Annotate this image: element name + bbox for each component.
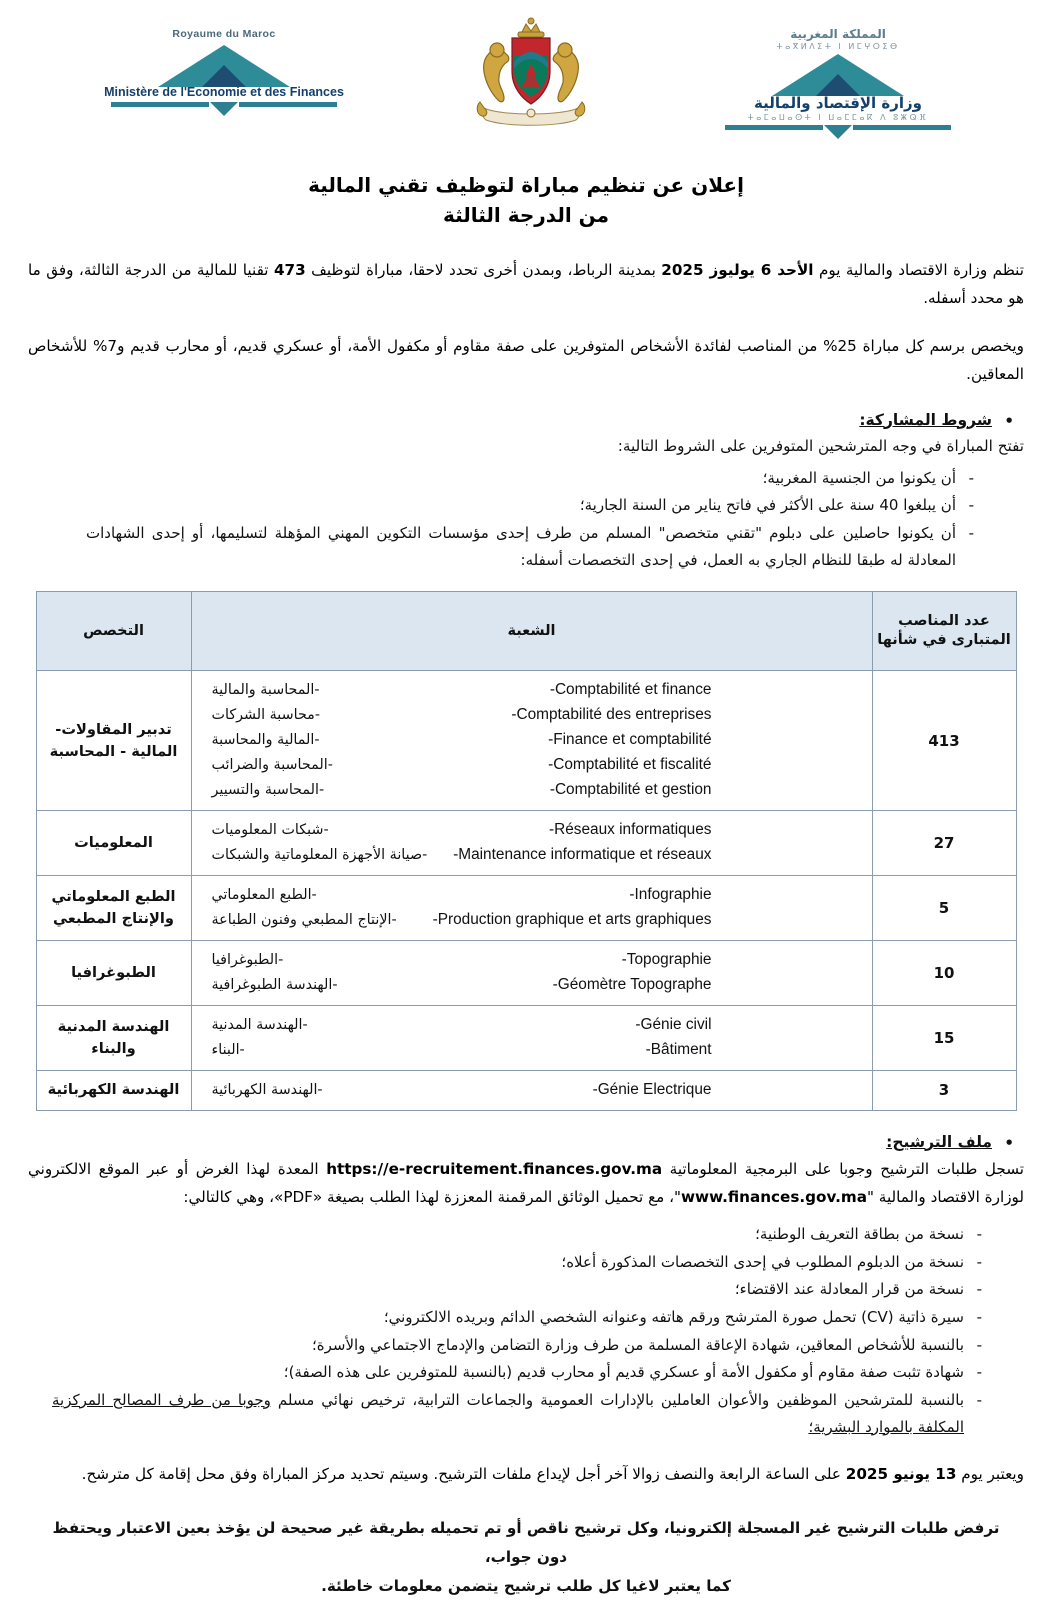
branch-label-french: -Finance et comptabilité [548, 731, 712, 749]
branch-line [202, 883, 862, 908]
branch-line [202, 1038, 862, 1063]
branch-label-arabic: -الطبوغرافيا [211, 951, 284, 968]
logo-divider-rule [725, 125, 951, 134]
list-item: - نسخة من قرار المعادلة عند الاقتضاء؛ [52, 1276, 986, 1303]
branch-line [202, 818, 862, 843]
cell-specialty: تدبير المقاولات- المالية - المحاسبة [36, 671, 191, 811]
cell-specialty: الهندسة المدنية والبناء [36, 1005, 191, 1070]
branch-label-french: -Production graphique et arts graphiques [432, 910, 712, 928]
table-header-row [36, 592, 1016, 671]
moroccan-coat-of-arms-icon [456, 14, 606, 132]
table-row [36, 1070, 1016, 1110]
deadline-after: على الساعة الرابعة والنصف زوالا آخر أجل لإيداع ملفات الترشيح. وسيتم تحديد مركز المباراة وفق محل إقامة كل مترشح. [81, 1465, 846, 1484]
list-item: - نسخة من بطاقة التعريف الوطنية؛ [52, 1221, 986, 1248]
branch-line [202, 728, 862, 753]
column-header-branch: الشعبة [191, 592, 872, 671]
branch-label-french: -Comptabilité et gestion [549, 781, 712, 799]
column-header-specialty: التخصص [36, 592, 191, 671]
positions-total: 473 [273, 261, 306, 279]
branch-line [202, 948, 862, 973]
application-text-b: المعدة لهذا الغرض أو عبر الموقع الالكتروني لوزارة الاقتصاد والمالية " [28, 1159, 1024, 1206]
kingdom-label-french: Royaume du Maroc [172, 28, 276, 40]
branch-label-french: -Comptabilité et fiscalité [548, 756, 712, 774]
branch-label-french: -Génie civil [635, 1015, 712, 1033]
deadline-paragraph [28, 1460, 1024, 1488]
branch-label-arabic: -المحاسبة والتسيير [211, 782, 325, 799]
list-item: - شهادة تثبت صفة مقاوم أو مكفول الأمة أو عسكري قديم أو محارب قديم (بالنسبة للمتوفرين على هذه الصفة)؛ [52, 1359, 986, 1386]
cell-branches [191, 1005, 872, 1070]
cell-specialty: الطبع المعلوماتي والإنتاج المطبعي [36, 875, 191, 940]
chevron-emblem-icon [772, 52, 904, 96]
branch-label-arabic: -الهندسة الكهربائية [211, 1081, 323, 1098]
intro-p1-after: تقنيا للمالية من الدرجة الثالثة، وفق ما هو محدد أسفله. [28, 261, 1024, 308]
cell-branches [191, 671, 872, 811]
document-header [26, 14, 1026, 136]
cell-positions-count: 10 [872, 940, 1016, 1005]
cell-positions-count: 3 [872, 1070, 1016, 1110]
branch-line [202, 908, 862, 933]
ministry-label-tifinagh: ⵜⴰⵎⴰⵡⴰⵙⵜ ⵏ ⵡⴰⵎⵎⴰⴽ ⴷ ⵓⵥⵕⴼ [747, 113, 929, 123]
cell-branches [191, 940, 872, 1005]
recruitment-portal-url[interactable]: https://e-recruitement.finances.gov.ma [326, 1159, 663, 1178]
cell-specialty: الهندسة الكهربائية [36, 1070, 191, 1110]
table-row [36, 1005, 1016, 1070]
cell-branches [191, 875, 872, 940]
branch-line [202, 778, 862, 803]
branch-label-arabic: -الطبع المعلوماتي [211, 886, 317, 903]
authorization-underlined-text: وجوبا من طرف المصالح المركزية المكلفة بالموارد البشرية؛ [52, 1390, 964, 1436]
branch-label-arabic: -الهندسة الطبوغرافية [211, 976, 338, 993]
branch-label-arabic: -المالية والمحاسبة [211, 732, 320, 749]
branch-label-arabic: -محاسبة الشركات [211, 707, 320, 724]
list-item: - نسخة من الدبلوم المطلوب في إحدى التخصصات المذكورة أعلاه؛ [52, 1249, 986, 1276]
table-row [36, 875, 1016, 940]
branch-line [202, 1013, 862, 1038]
cell-positions-count: 15 [872, 1005, 1016, 1070]
branch-label-arabic: -الإنتاج المطبعي وفنون الطباعة [211, 911, 397, 928]
conditions-lead: تفتح المباراة في وجه المترشحين المتوفرين على الشروط التالية: [617, 436, 1024, 455]
cell-positions-count: 413 [872, 671, 1016, 811]
branch-label-arabic: -الهندسة المدنية [211, 1016, 308, 1033]
branch-label-french: -Infographie [629, 885, 712, 903]
page-title-line2: من الدرجة الثالثة [442, 203, 610, 227]
cell-branches [191, 1070, 872, 1110]
section-heading-application [26, 1133, 1022, 1151]
chevron-emblem-icon [158, 43, 290, 87]
branch-label-french: -Topographie [621, 950, 712, 968]
table-row [36, 811, 1016, 876]
branch-line [202, 753, 862, 778]
intro-p1-before: تنظم وزارة الاقتصاد والمالية يوم [813, 261, 1024, 279]
list-item: - سيرة ذاتية (CV) تحمل صورة المترشح ورقم هاتفه وعنوانه الشخصي الدائم وبريده الالكتروني؛ [52, 1304, 986, 1331]
application-text-c: "، مع تحميل الوثائق المرقمنة المعززة لهذا الطلب بصيغة «PDF»، وهي كالتالي: [183, 1187, 682, 1206]
intro-paragraph-1 [28, 256, 1024, 312]
warning-line2: كما يعتبر لاغيا كل طلب ترشيح يتضمن معلومات خاطئة. [321, 1577, 731, 1596]
cell-branches [191, 811, 872, 876]
branch-line [202, 973, 862, 998]
table-row [36, 671, 1016, 811]
page-title-line1: إعلان عن تنظيم مباراة لتوظيف تقني المالية [308, 173, 744, 197]
branch-label-french: -Maintenance informatique et réseaux [453, 845, 712, 863]
cell-positions-count: 5 [872, 875, 1016, 940]
branch-label-french: -Géomètre Topographe [552, 975, 712, 993]
section-heading-conditions [26, 411, 1022, 429]
list-item: - بالنسبة للأشخاص المعاقين، شهادة الإعاقة المسلمة من طرف وزارة التضامن والإدماج الاجتماعي والأسرة؛ [52, 1332, 986, 1359]
deadline-date: 13 يونيو 2025 [845, 1465, 957, 1484]
application-intro-paragraph [28, 1155, 1024, 1211]
section-heading-application-label: ملف الترشيح: [886, 1132, 992, 1151]
warning-notice [36, 1514, 1016, 1601]
branch-line [202, 843, 862, 868]
branch-label-french: -Réseaux informatiques [548, 821, 712, 839]
authorization-text: بالنسبة للمترشحين الموظفين والأعوان العاملين بالإدارات العمومية والجماعات الترابية، ترخيص نهائي مسلم [270, 1390, 964, 1409]
branch-label-french: -Bâtiment [645, 1040, 712, 1058]
logo-divider-rule [111, 102, 337, 111]
branch-line [202, 678, 862, 703]
deadline-before: ويعتبر يوم [956, 1465, 1024, 1484]
ministry-label-french: Ministère de l'Economie et des Finances [104, 85, 344, 99]
page-title [26, 170, 1026, 230]
application-text-a: تسجل طلبات الترشيح وجوبا على البرمجية المعلوماتية [662, 1159, 1024, 1178]
branch-line [202, 703, 862, 728]
branch-label-arabic: -البناء [211, 1041, 245, 1058]
conditions-list [26, 465, 1026, 574]
intro-paragraph-2: ويخصص برسم كل مباراة 25% من المناصب لفائدة الأشخاص المتوفرين على صفة مقاوم أو مكفول الأمة، أو عسكري قديم، أو محارب قديم و7% للأشخاص المعاقين. [28, 337, 1024, 384]
branch-label-french: -Comptabilité et finance [549, 681, 712, 699]
kingdom-label-tifinagh: ⵜⴰⴳⵍⴷⵉⵜ ⵏ ⵍⵎⵖⵔⵉⴱ [776, 42, 900, 52]
list-item: - أن يكونوا من الجنسية المغربية؛ [86, 465, 978, 492]
warning-line1: ترفض طلبات الترشيح غير المسجلة إلكترونيا، وكل ترشيح ناقص أو تم تحميله بطريقة غير صحيحة لن يؤخذ بعين الاعتبار ويحتفظ دون جواب، [52, 1519, 1000, 1567]
branch-label-french: -Génie Electrique [592, 1080, 712, 1098]
ministry-logo-french [84, 14, 364, 111]
cell-specialty: الطبوغرافيا [36, 940, 191, 1005]
list-item: - أن يبلغوا 40 سنة على الأكثر في فاتح يناير من السنة الجارية؛ [86, 492, 978, 519]
branch-line [202, 1078, 862, 1103]
cell-specialty: المعلوميات [36, 811, 191, 876]
list-item: - أن يكونوا حاصلين على دبلوم "تقني متخصص" المسلم من طرف إحدى مؤسسات التكوين المهني المؤهلة لتسليمها، أو إحدى الشهادات المعادلة له طبقا للنظام الجاري به العمل، في إحدى التخصصات أسفله: [86, 520, 978, 573]
bullet-icon: • [1004, 1133, 1014, 1152]
section-heading-conditions-label: شروط المشاركة: [859, 410, 992, 429]
column-header-count: عدد المناصب المتبارى في شأنها [872, 592, 1016, 671]
ministry-label-arabic: وزارة الإقتصاد والمالية [753, 94, 923, 113]
bullet-icon: • [1004, 411, 1014, 430]
specialties-table [36, 591, 1017, 1110]
branch-label-arabic: -المحاسبة والضرائب [211, 757, 333, 774]
list-item-authorization [52, 1387, 986, 1440]
branch-label-arabic: -المحاسبة والمالية [211, 682, 320, 699]
cell-positions-count: 27 [872, 811, 1016, 876]
kingdom-label-arabic: المملكة المغربية [790, 27, 886, 41]
intro-p1-mid: بمدينة الرباط، وبمدن أخرى تحدد لاحقا، مباراة لتوظيف [305, 261, 662, 279]
exam-date: الأحد 6 يوليوز 2025 [661, 261, 814, 279]
ministry-website-url[interactable]: www.finances.gov.ma [681, 1187, 867, 1206]
ministry-logo-arabic [698, 14, 978, 134]
branch-label-french: -Comptabilité des entreprises [511, 706, 712, 724]
application-documents-list [26, 1221, 1026, 1441]
table-row [36, 940, 1016, 1005]
branch-label-arabic: -شبكات المعلوميات [211, 822, 329, 839]
branch-label-arabic: -صيانة الأجهزة المعلوماتية والشبكات [211, 846, 428, 863]
